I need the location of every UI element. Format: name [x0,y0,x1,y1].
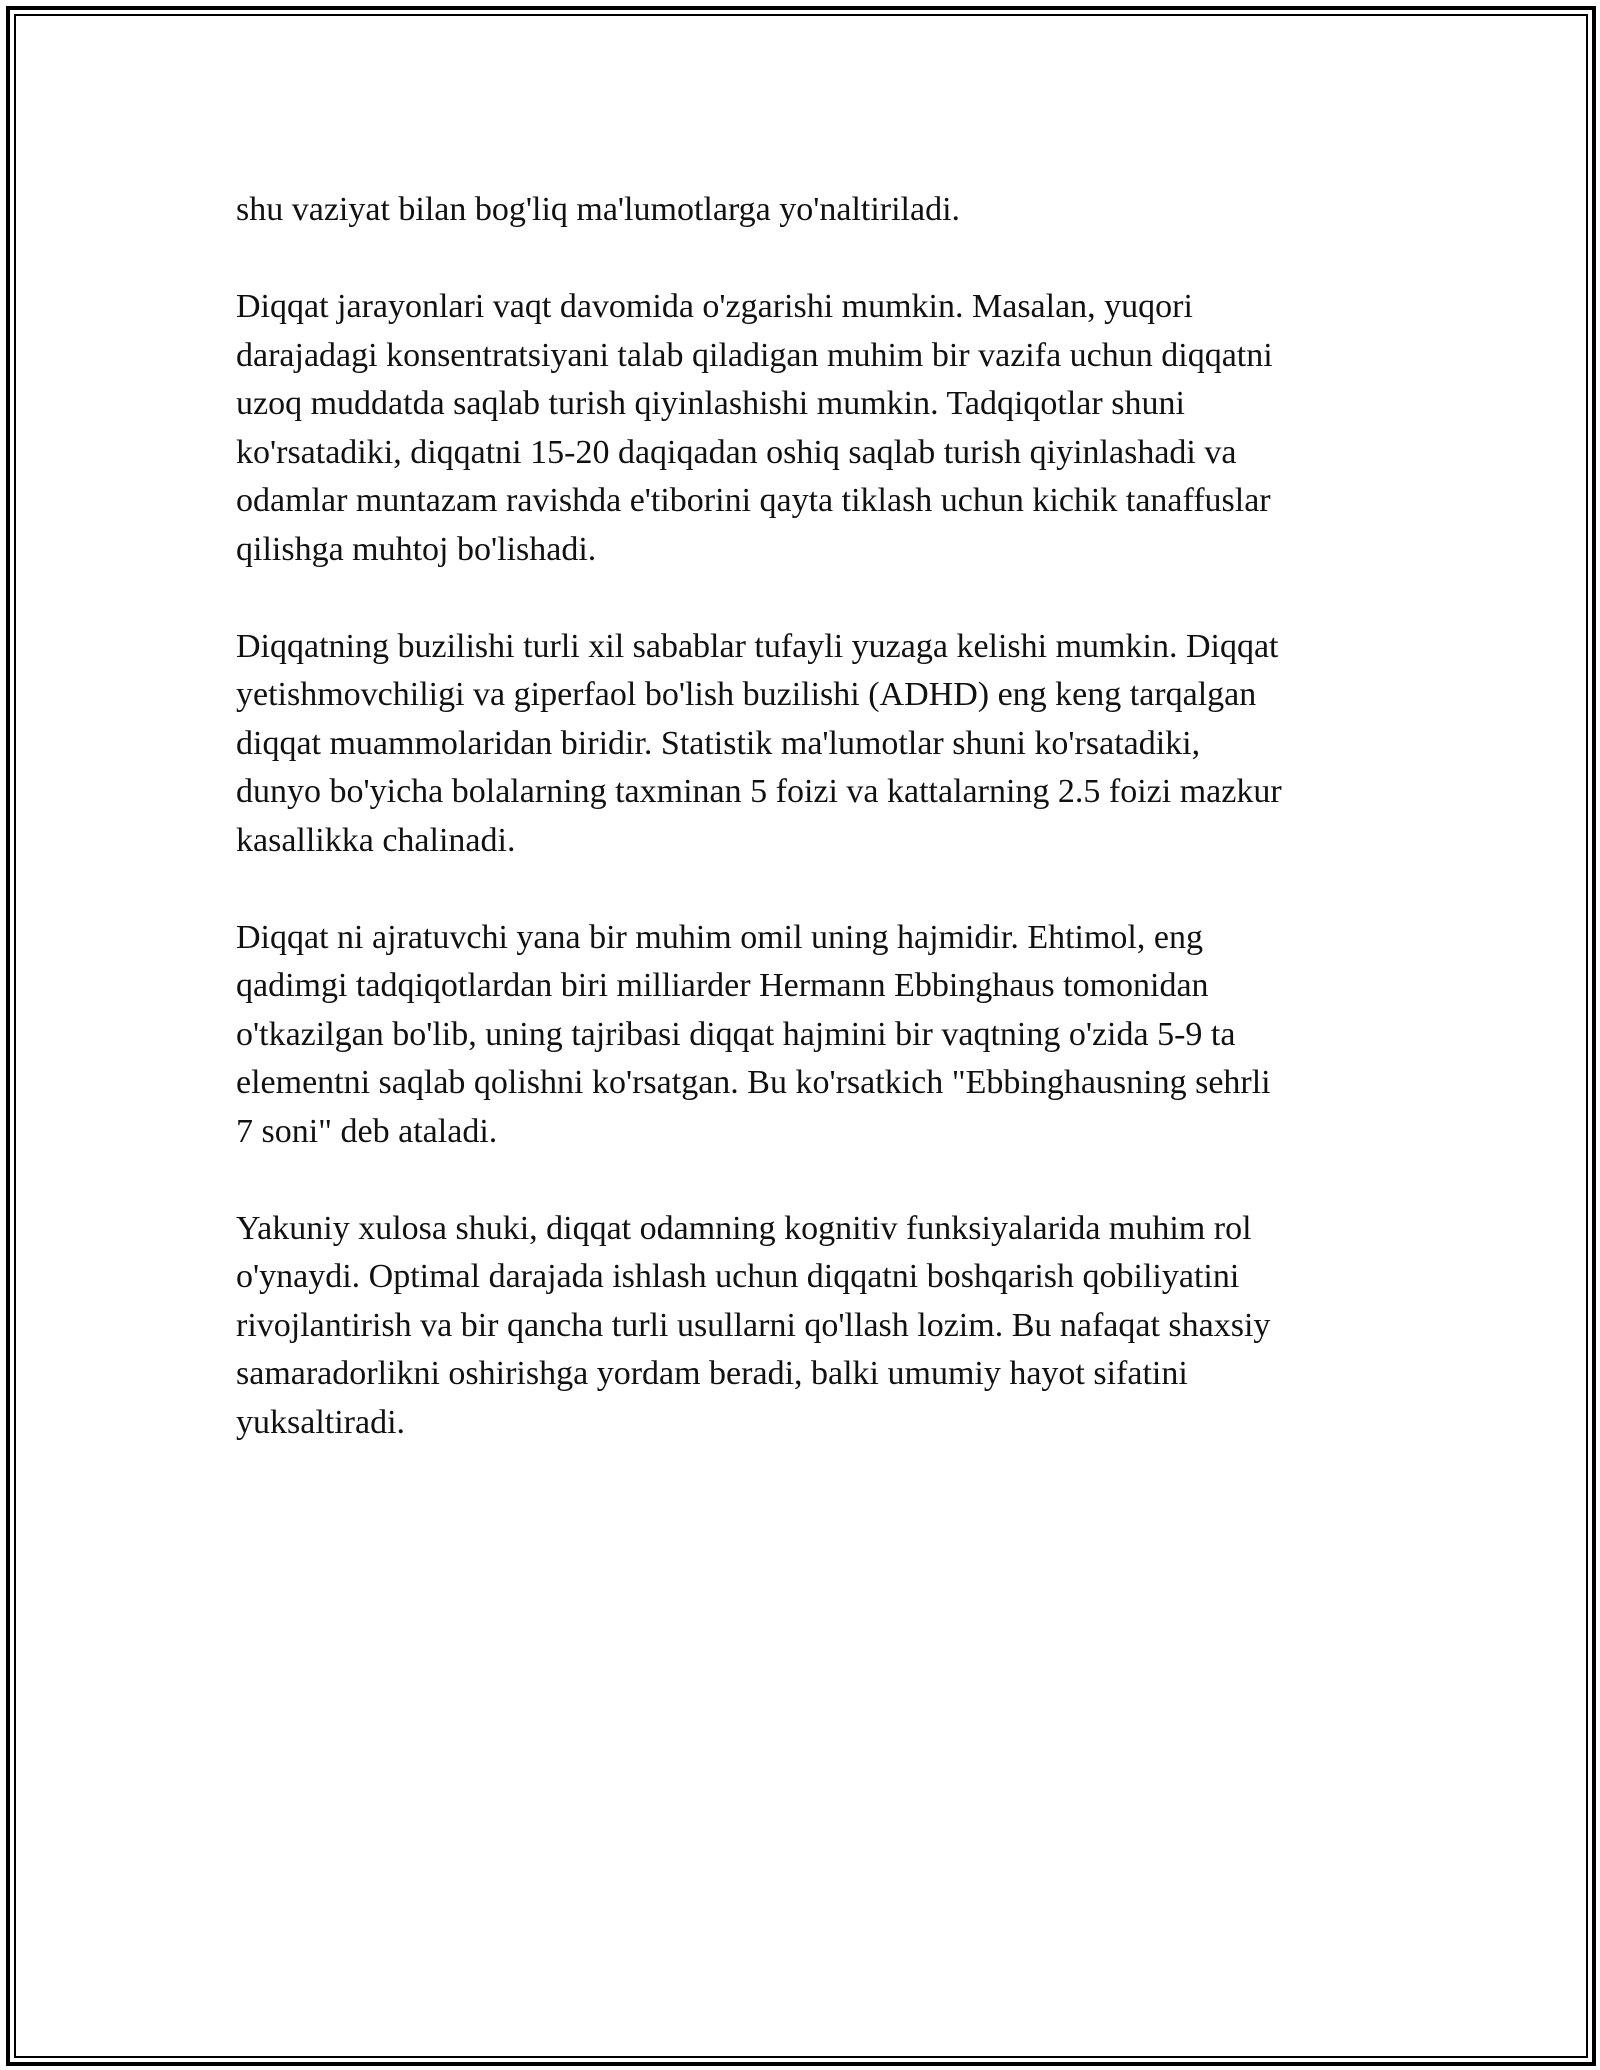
paragraph-conclusion: Yakuniy xulosa shuki, diqqat odamning kognitiv funksiyalarida muhim rol o'ynaydi. Optimal darajada ishlash uchun diqqatni boshqarish qobiliyatini rivojlantirish va bir qancha turli usullarni qo'llash lozim. Bu nafaqat shaxsiy samaradorlikni oshirishga yordam beradi, balki umumiy hayot sifatini yuksaltiradi. [236,1209,1271,1441]
paragraph-attention-disorders: Diqqatning buzilishi turli xil sabablar tufayli yuzaga kelishi mumkin. Diqqat yetishmovchiligi va giperfaol bo'lish buzilishi (ADHD) eng keng tarqalgan diqqat muammolaridan biridir. Statistik ma'lumotlar shuni ko'rsatadiki, dunyo bo'yicha bolalarning taxminan 5 foizi va kattalarning 2.5 foizi mazkur kasallikka chalinadi. [236,627,1282,859]
paragraph-attention-span: Diqqat ni ajratuvchi yana bir muhim omil uning hajmidir. Ehtimol, eng qadimgi tadqiqotlardan biri milliarder Hermann Ebbinghaus tomonidan o'tkazilgan bo'lib, uning tajribasi diqqat hajmini bir vaqtning o'zida 5-9 ta elementni saqlab qolishni ko'rsatgan. Bu ko'rsatkich "Ebbinghausning sehrli 7 soni" deb ataladi. [236,918,1271,1150]
document-body [236,186,1376,1496]
paragraph-attention-over-time: Diqqat jarayonlari vaqt davomida o'zgarishi mumkin. Masalan, yuqori darajadagi konsentratsiyani talab qiladigan muhim bir vazifa uchun diqqatni uzoq muddatda saqlab turish qiyinlashishi mumkin. Tadqiqotlar shuni ko'rsatadiki, diqqatni 15-20 daqiqadan oshiq saqlab turish qiyinlashadi va odamlar muntazam ravishda e'tiborini qayta tiklash uchun kichik tanaffuslar qilishga muhtoj bo'lishadi. [236,288,1273,568]
paragraph-continuation: shu vaziyat bilan bog'liq ma'lumotlarga yo'naltiriladi. [236,191,961,228]
